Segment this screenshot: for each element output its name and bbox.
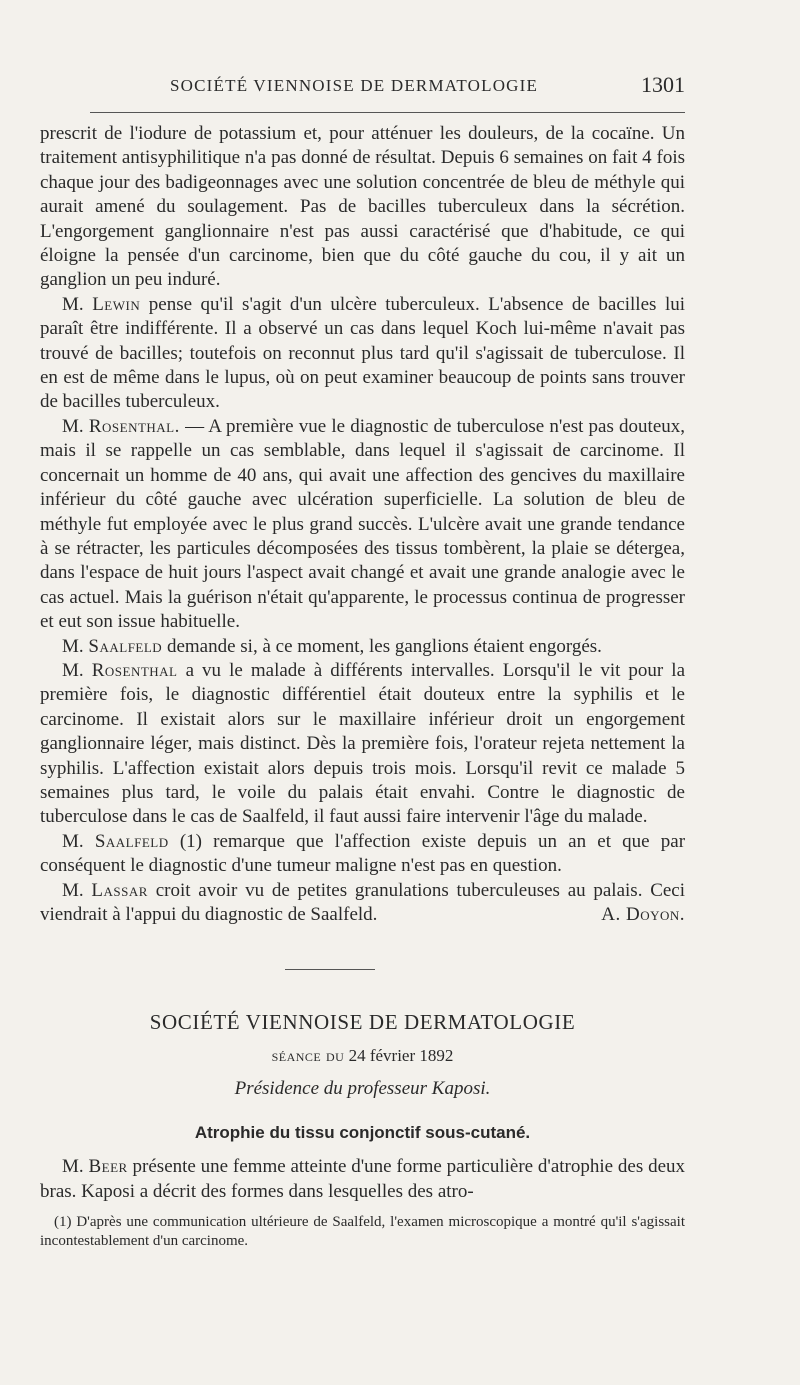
paragraph-saalfeld xyxy=(40,635,685,659)
paragraph-lassar xyxy=(40,879,685,928)
speaker-prefix: M. xyxy=(62,635,84,657)
footnote-text: (1) D'après une communication ultérieure de Saalfeld, l'examen microscopique a montré qu'il s'agissait incontestablement d'un carcinome. xyxy=(40,1214,685,1249)
speaker-name: Rosenthal xyxy=(91,659,178,681)
body-text-new-section xyxy=(40,1155,685,1204)
paragraph-lewin xyxy=(40,293,685,415)
session-date xyxy=(40,1046,685,1066)
paragraph-saalfeld-2 xyxy=(40,830,685,879)
paragraph-continuation: prescrit de l'iodure de potassium et, pour atténuer les douleurs, de la cocaïne. Un traitement antisyphilitique n'a pas donné de résultat. Depuis 6 semaines on fait 4 fois chaque jour des badigeonnages avec une solution concentrée de bleu de méthyle qui aurait amené du soulagement. Pas de bacilles tuberculeux dans la sécrétion. L'engorgement ganglionnaire n'est pas aussi caractérisé que d'habitude, ce qui éloigne la pensée d'un carcinome, bien que du côté gauche du cou, il y ait un ganglion un peu induré. xyxy=(40,123,685,291)
section-divider xyxy=(285,969,375,970)
speaker-name: Rosenthal. xyxy=(88,415,180,437)
page-number: 1301 xyxy=(641,72,685,97)
paragraph-beer xyxy=(40,1155,685,1204)
section-title: SOCIÉTÉ VIENNOISE DE DERMATOLOGIE xyxy=(149,1010,576,1034)
speaker-prefix: M. xyxy=(62,293,84,315)
session-date-value: 24 février 1892 xyxy=(348,1046,454,1065)
speaker-prefix: M. xyxy=(62,659,84,681)
speaker-prefix: M. xyxy=(62,1156,84,1177)
paragraph-text: (1) remarque que l'affection existe depuis un an et que par conséquent le diagnostic d'une tumeur maligne n'est pas en question. xyxy=(40,830,686,877)
footnote xyxy=(40,1213,685,1251)
speaker-name: Saalfeld xyxy=(94,830,169,852)
speaker-name: Lassar xyxy=(91,879,148,901)
header-rule xyxy=(90,112,685,113)
author-signature: A. Doyon. xyxy=(601,904,685,925)
speaker-name: Beer xyxy=(88,1156,128,1177)
paragraph-text: présente une femme atteinte d'une forme particulière d'atrophie des deux bras. Kaposi a décrit des formes dans lesquelles des atro- xyxy=(40,1156,686,1202)
speaker-name: Saalfeld xyxy=(88,635,163,657)
paragraph-text: pense qu'il s'agit d'un ulcère tuberculeux. L'absence de bacilles lui paraît être indifférente. Il a observé un cas dans lequel Koch lui-même n'avait pas trouvé de bacilles; toutefois on reconnut plus tard qu'il s'agissait de tuberculose. Il en est de même dans le lupus, où on peut examiner beaucoup de points sans trouver de bacilles tuberculeux. xyxy=(40,293,685,413)
running-head xyxy=(40,72,685,102)
running-title: SOCIÉTÉ VIENNOISE DE DERMATOLOGIE xyxy=(170,76,539,95)
paragraph-rosenthal xyxy=(40,415,685,635)
speaker-prefix: M. xyxy=(62,415,84,437)
speaker-prefix: M. xyxy=(62,879,84,901)
session-label: séance du xyxy=(271,1046,345,1065)
paragraph-text: — A première vue le diagnostic de tuberculose n'est pas douteux, mais il se rappelle un cas semblable, dans lequel il s'agissait de carcinome. Il concernait un homme de 40 ans, qui avait une affection des gencives du maxillaire inférieur du côté gauche avec ulcération superficielle. La solution de bleu de méthyle fut employée avec le plus grand succès. L'ulcère avait une grande tendance à se rétracter, les particules décomposées des tissus tombèrent, la plaie se détergea, dans l'espace de huit jours l'aspect avait changé et avait une grande analogie avec le cas actuel. Mais la guérison n'était qu'apparente, le processus continua de progresser et eut son issue habituelle. xyxy=(40,415,686,633)
paragraph-text: demande si, à ce moment, les ganglions étaient engorgés. xyxy=(166,635,602,657)
speaker-name: Lewin xyxy=(92,293,141,315)
paragraph-rosenthal-2 xyxy=(40,659,685,830)
body-text xyxy=(40,122,685,927)
paragraph-text: croit avoir vu de petites granulations tuberculeuses au palais. Ceci viendrait à l'appui du diagnostic de Saalfeld. xyxy=(40,879,686,925)
paragraph-text: a vu le malade à différents intervalles. Lorsqu'il le vit pour la première fois, le diagnostic différentiel était douteux entre la syphilis et le carcinome. Il existait alors sur le maxillaire inférieur droit un engorgement ganglionnaire léger, mais distinct. Dès la première fois, l'orateur rejeta nettement la syphilis. L'affection existait alors depuis trois mois. Lorsqu'il revit ce malade 5 semaines plus tard, le voile du palais était envahi. Contre le diagnostic de tuberculose dans le cas de Saalfeld, il faut aussi faire intervenir l'âge du malade. xyxy=(40,659,686,828)
speaker-prefix: M. xyxy=(62,830,84,852)
presidence: Présidence du professeur Kaposi. xyxy=(234,1078,491,1099)
subject-heading: Atrophie du tissu conjonctif sous-cutané. xyxy=(194,1123,531,1142)
